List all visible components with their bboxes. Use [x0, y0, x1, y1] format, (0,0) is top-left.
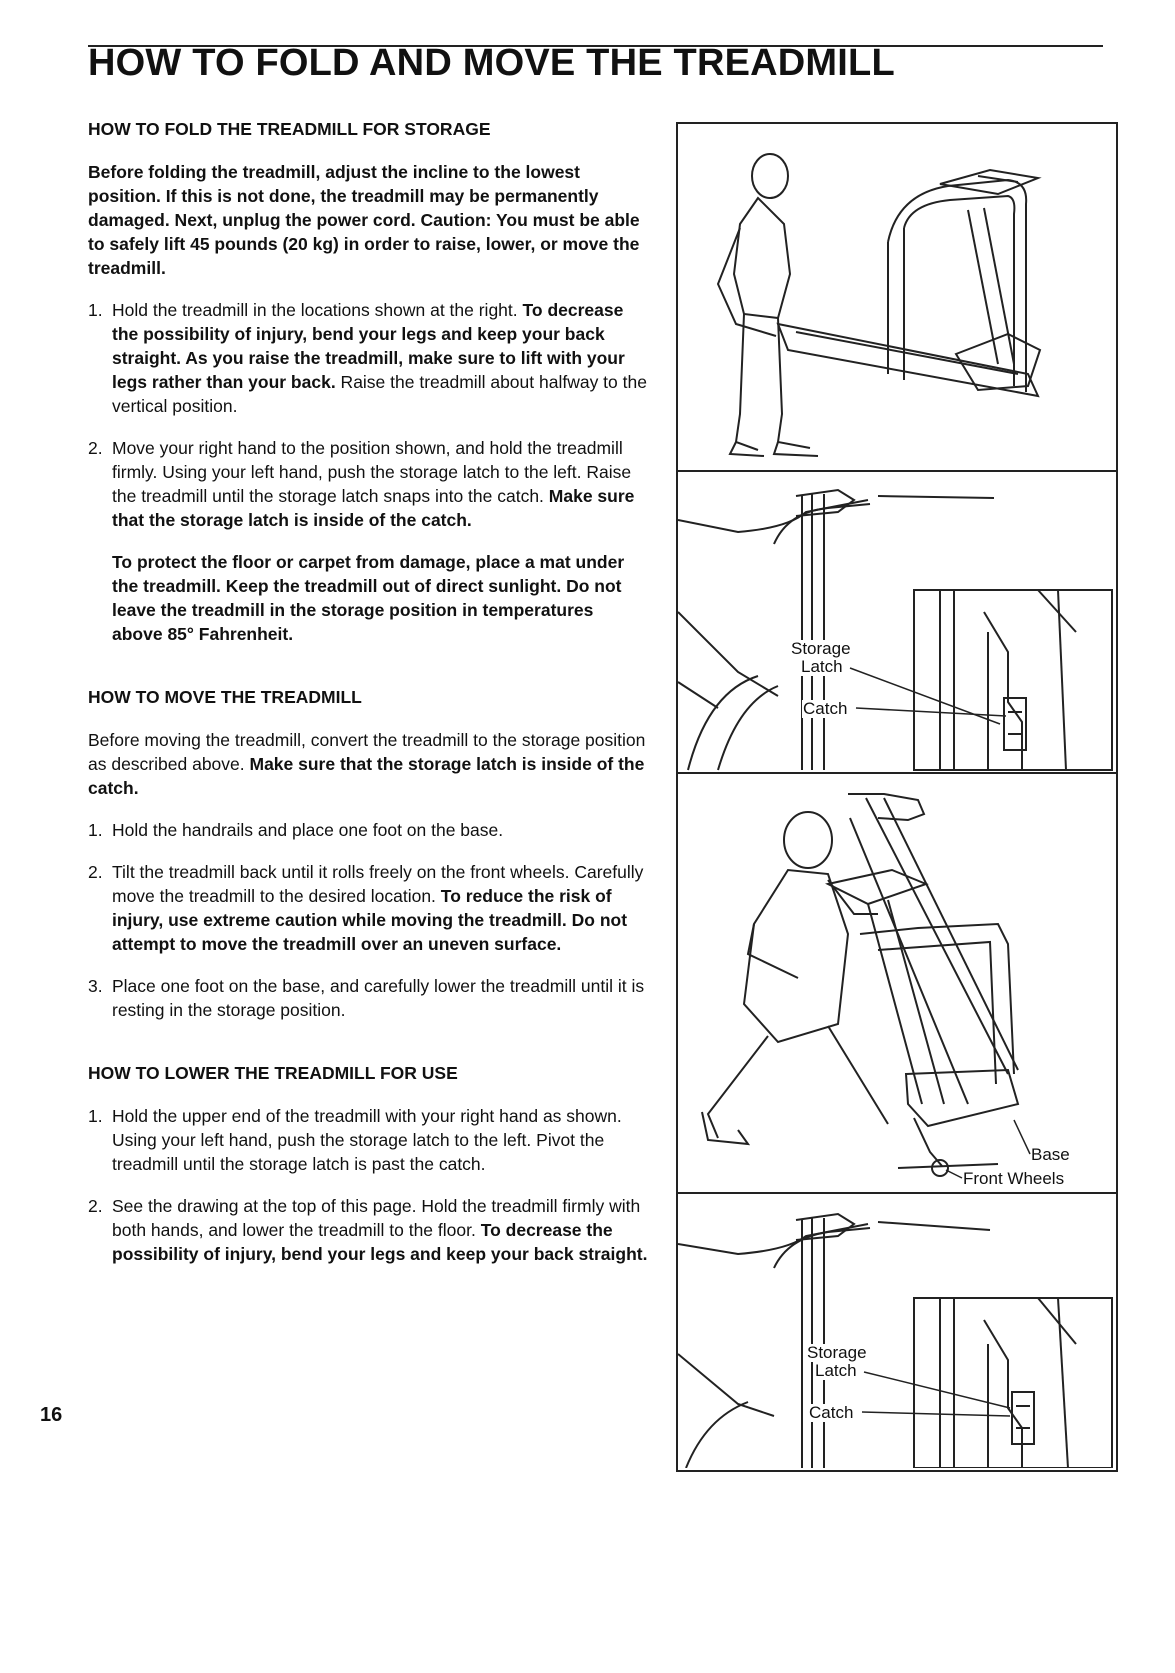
fold-step-2 — [88, 436, 648, 532]
step-number: 2. — [88, 862, 103, 882]
step-text-regular: Move your right hand to the position shown, and hold the treadmill firmly. Using your left hand, push the storage latch to the left. Raise the treadmill until the storage latch snaps into the catch. — [112, 438, 632, 506]
page-title: HOW TO FOLD AND MOVE THE TREADMILL — [88, 42, 895, 84]
step-text — [112, 436, 648, 532]
label-storage-latch-line1: Storage — [791, 639, 851, 658]
fold-step-1 — [88, 298, 648, 418]
instructions-column — [88, 118, 648, 1284]
label-storage-latch-line1: Storage — [807, 1343, 867, 1362]
label-front-wheels: Front Wheels — [963, 1169, 1065, 1188]
step-text — [112, 860, 648, 956]
step-text-warning: To decrease the possibility of injury, bend your legs and keep your back straight. As you raise the treadmill, make sure to lift with your legs rather than your back. — [112, 300, 625, 392]
move-intro — [88, 728, 648, 800]
step-text-regular: See the drawing at the top of this page. Hold the treadmill firmly with both hands, and lower the treadmill to the floor. — [112, 1196, 641, 1240]
latch-release-illustration — [678, 1194, 1114, 1468]
step-text — [112, 298, 648, 418]
step-text-regular: Hold the treadmill in the locations shown at the right. — [112, 300, 523, 320]
lower-step-2 — [88, 1194, 648, 1266]
label-catch: Catch — [803, 699, 848, 718]
move-illustration — [678, 774, 1114, 1192]
step-text-warning: Make sure that the storage latch is inside of the catch. — [112, 486, 635, 530]
step-text-warning: To reduce the risk of injury, use extreme caution while moving the treadmill. Do not attempt to move the treadmill over an uneven surface. — [112, 886, 628, 954]
move-step-2 — [88, 860, 648, 956]
move-intro-warning: Make sure that the storage latch is inside of the catch. — [88, 754, 645, 798]
move-heading: HOW TO MOVE THE TREADMILL — [88, 687, 362, 707]
step-text: Hold the handrails and place one foot on the base. — [112, 820, 504, 840]
fold-heading: HOW TO FOLD THE TREADMILL FOR STORAGE — [88, 119, 491, 139]
lift-illustration — [678, 124, 1114, 470]
step-number: 1. — [88, 1106, 103, 1126]
label-base: Base — [1031, 1145, 1070, 1164]
move-step-3 — [88, 974, 648, 1022]
step-number: 1. — [88, 820, 103, 840]
label-catch: Catch — [809, 1403, 854, 1422]
move-intro-regular: Before moving the treadmill, convert the treadmill to the storage position as described above. — [88, 730, 646, 774]
move-step-1 — [88, 818, 648, 842]
lower-step-1 — [88, 1104, 648, 1176]
step-text: Hold the upper end of the treadmill with your right hand as shown. Using your left hand, push the storage latch to the left. Pivot the treadmill until the storage latch is past the catch. — [112, 1106, 622, 1174]
figure-storage-latch-engage — [678, 472, 1114, 772]
step-text-warning: To decrease the possibility of injury, bend your legs and keep your back straight. — [112, 1220, 648, 1264]
label-storage-latch-line2: Latch — [815, 1361, 857, 1380]
illustrations-column — [676, 122, 1116, 1470]
step-text-regular: Tilt the treadmill back until it rolls freely on the front wheels. Carefully move the treadmill to the desired location. — [112, 862, 644, 906]
step-number: 2. — [88, 438, 103, 458]
step-number: 1. — [88, 300, 103, 320]
figure-storage-latch-release — [678, 1194, 1114, 1468]
step-text: Place one foot on the base, and carefully lower the treadmill until it is resting in the storage position. — [112, 976, 645, 1020]
fold-intro: Before folding the treadmill, adjust the incline to the lowest position. If this is not done, the treadmill may be permanently damaged. Next, unplug the power cord. Caution: You must be able to safely lift 45 pounds (20 kg) in order to raise, lower, or move the treadmill. — [88, 162, 640, 278]
lower-heading: HOW TO LOWER THE TREADMILL FOR USE — [88, 1063, 458, 1083]
figure-lift-treadmill — [678, 124, 1114, 470]
figure-move-treadmill — [678, 774, 1114, 1192]
page-number: 16 — [40, 1404, 63, 1426]
step-text-regular: Raise the treadmill about halfway to the vertical position. — [112, 372, 647, 416]
fold-protect-note: To protect the floor or carpet from damage, place a mat under the treadmill. Keep the treadmill out of direct sunlight. Do not leave the treadmill in the storage position in temperatures above 85° Fahrenheit. — [112, 552, 625, 644]
latch-illustration — [678, 472, 1114, 772]
label-storage-latch-line2: Latch — [801, 657, 843, 676]
step-number: 3. — [88, 976, 103, 996]
step-text — [112, 1194, 648, 1266]
step-number: 2. — [88, 1196, 103, 1216]
